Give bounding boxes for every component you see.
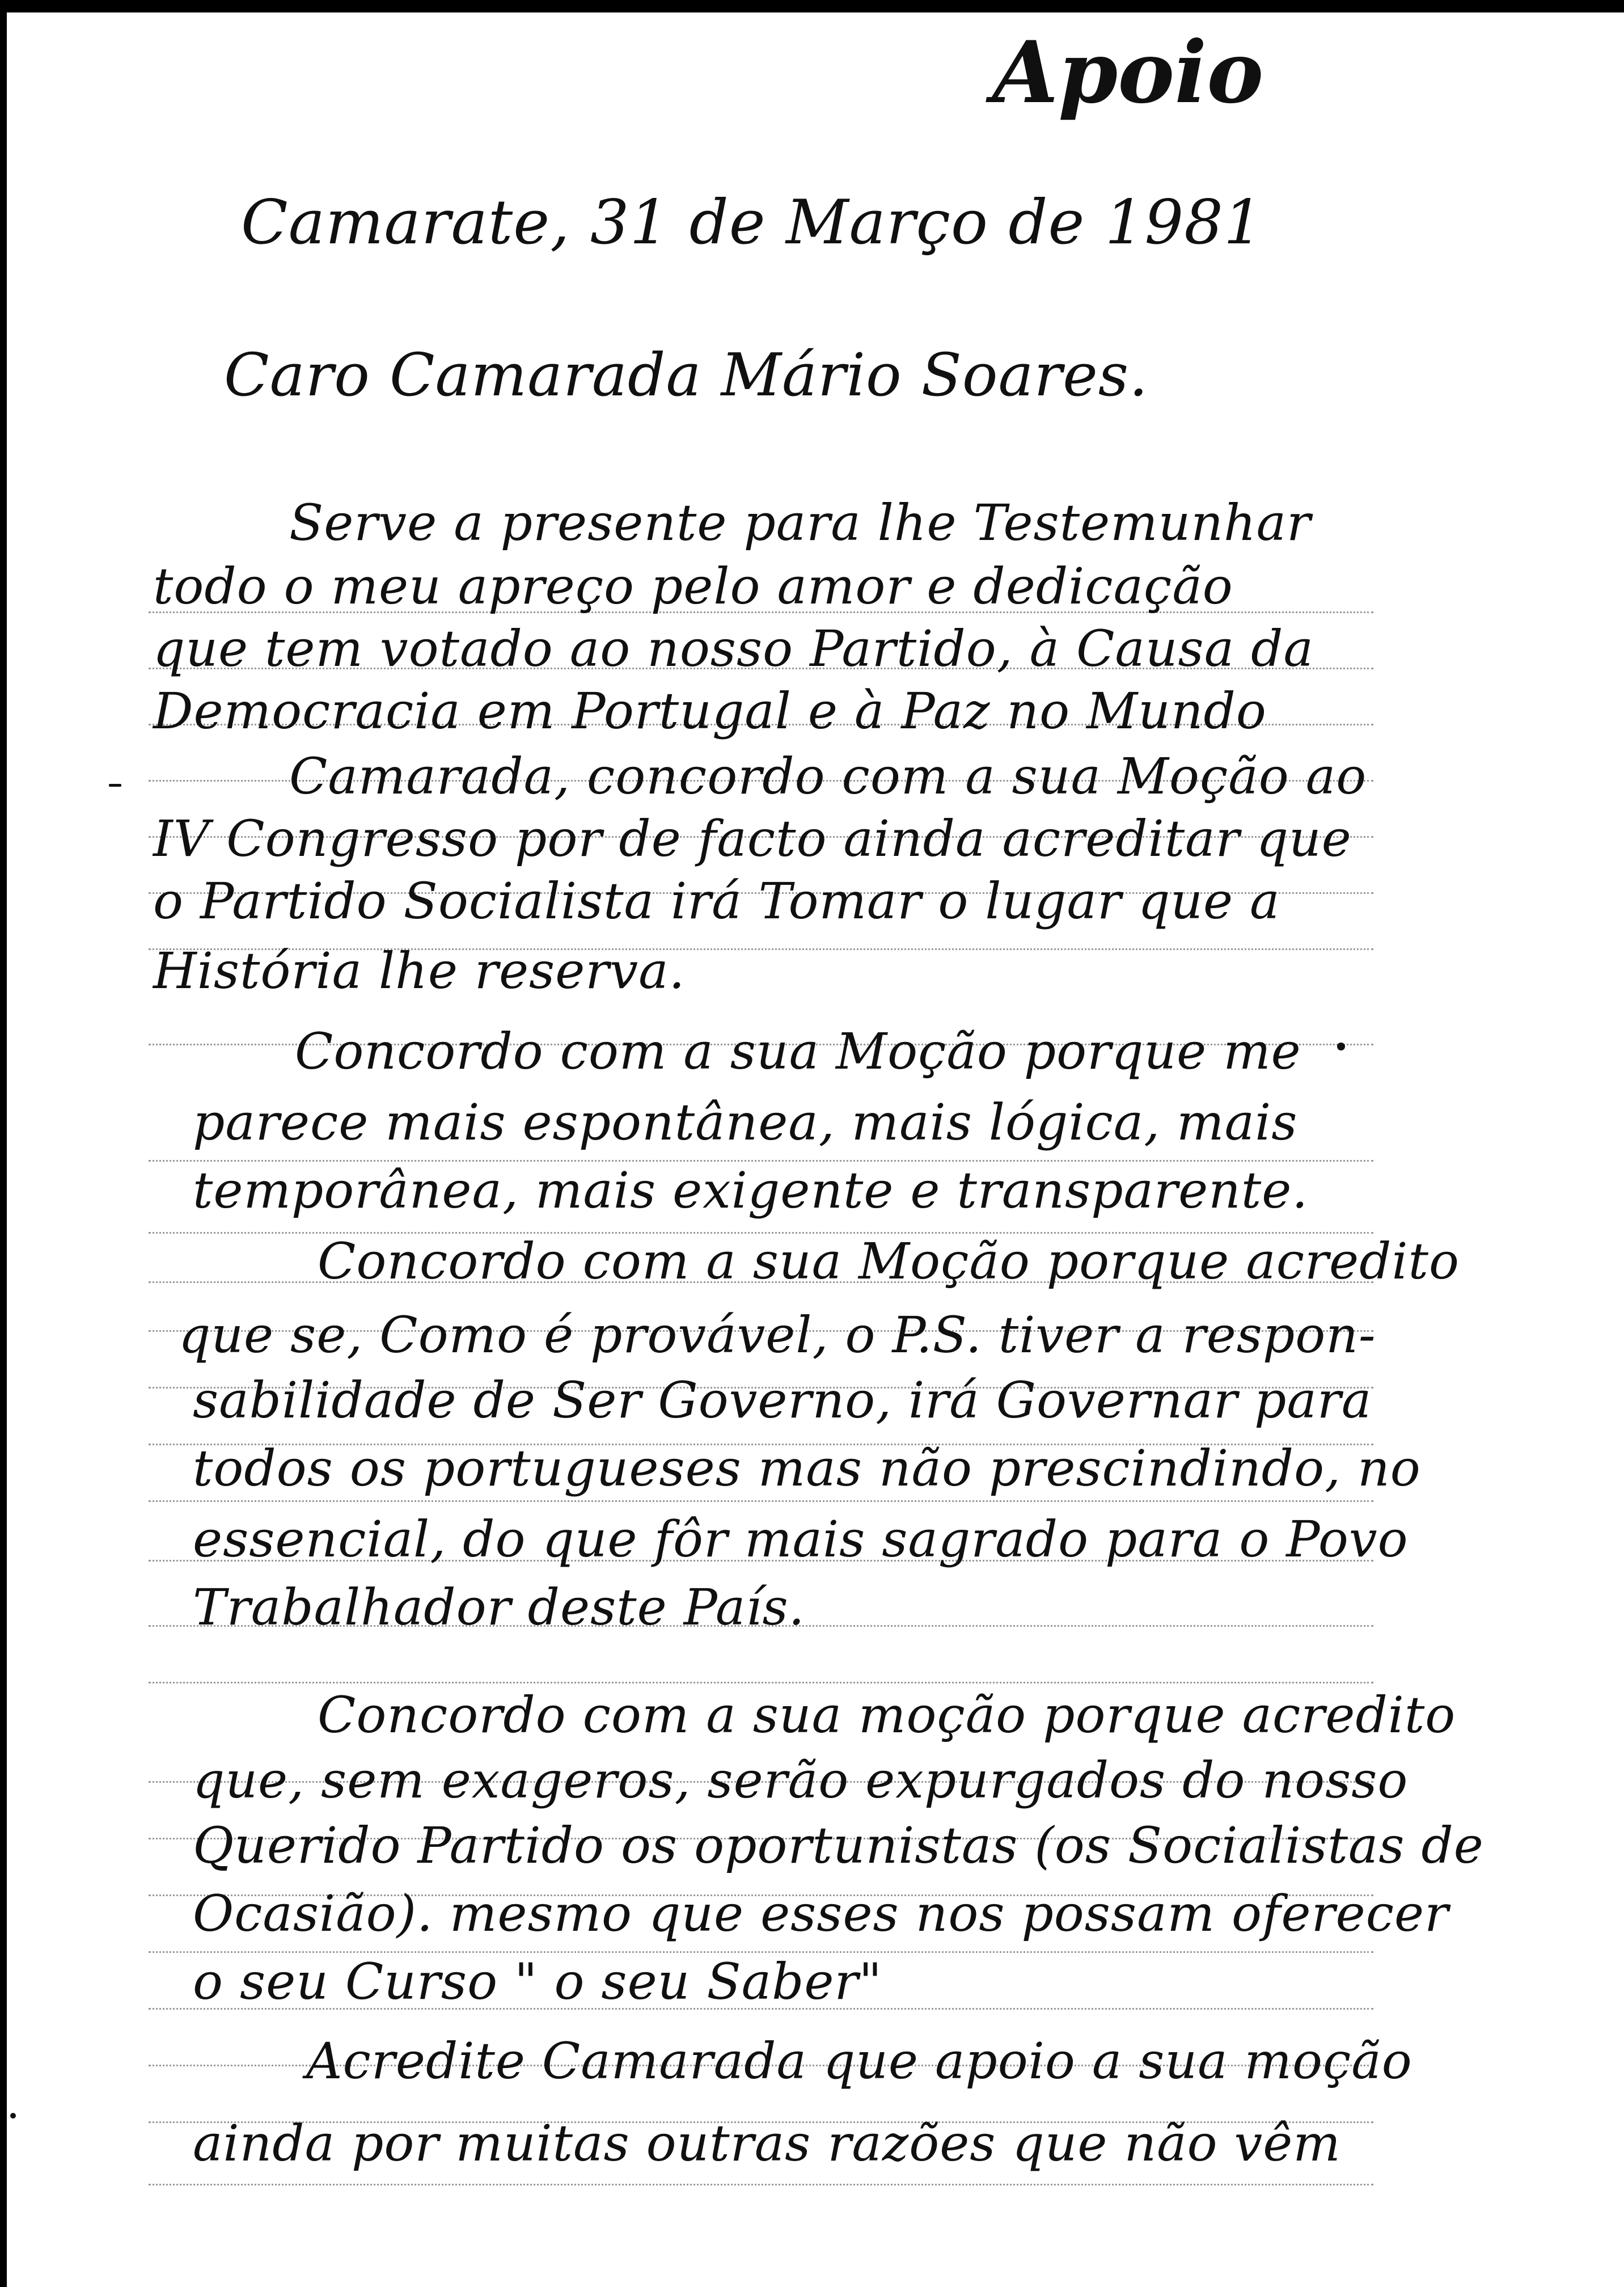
body-line: Querido Partido os oportunistas (os Socialistas de [193,1816,1484,1875]
body-line: Ocasião). mesmo que esses nos possam oferecer [193,1884,1449,1943]
body-line: todos os portugueses mas não prescindindo, no [193,1439,1421,1497]
body-line: Acredite Camarada que apoio a sua moção [306,2032,1412,2090]
apoio-annotation: Apoio [992,23,1264,123]
body-line: que tem votado ao nosso Partido, à Causa da [153,619,1314,678]
ruled-line [149,2184,1373,2185]
body-line: o seu Curso " o seu Saber" [193,1952,883,2011]
body-line: Trabalhador deste País. [193,1578,805,1636]
ink-dash [109,784,121,787]
letter-dateline: Camarate, 31 de Março de 1981 [241,187,1263,258]
ink-dot [10,2113,16,2119]
body-line: IV Congresso por de facto ainda acreditar que [153,809,1352,868]
body-line: parece mais espontânea, mais lógica, mais [193,1093,1298,1151]
letter-salutation: Caro Camarada Mário Soares. [224,340,1149,410]
body-line: Concordo com a sua Moção porque me [295,1022,1301,1081]
body-line: essencial, do que fôr mais sagrado para o Povo [193,1510,1409,1568]
body-line: Serve a presente para lhe Testemunhar [289,493,1312,552]
body-line: Concordo com a sua moção porque acredito [318,1686,1456,1744]
body-line: Democracia em Portugal e à Paz no Mundo [153,682,1267,740]
body-line: Camarada, concordo com a sua Moção ao [289,747,1367,805]
scan-border-top [0,0,1624,12]
body-line: que se, Como é provável, o P.S. tiver a respon- [179,1306,1376,1364]
body-line: sabilidade de Ser Governo, irá Governar para [193,1371,1372,1429]
ruled-line [149,1500,1373,1502]
ink-dot [1337,1043,1345,1050]
body-line: que, sem exageros, serão expurgados do nosso [193,1751,1409,1809]
body-line: temporânea, mais exigente e transparente. [193,1161,1309,1220]
ruled-line [149,1682,1373,1683]
scan-border-left [0,0,7,2287]
body-line: História lhe reserva. [153,942,686,1000]
body-line: o Partido Socialista irá Tomar o lugar que a [153,872,1280,930]
body-line: Concordo com a sua Moção porque acredito [318,1232,1460,1290]
body-line: ainda por muitas outras razões que não vêm [193,2114,1341,2172]
body-line: todo o meu apreço pelo amor e dedicação [153,557,1233,615]
